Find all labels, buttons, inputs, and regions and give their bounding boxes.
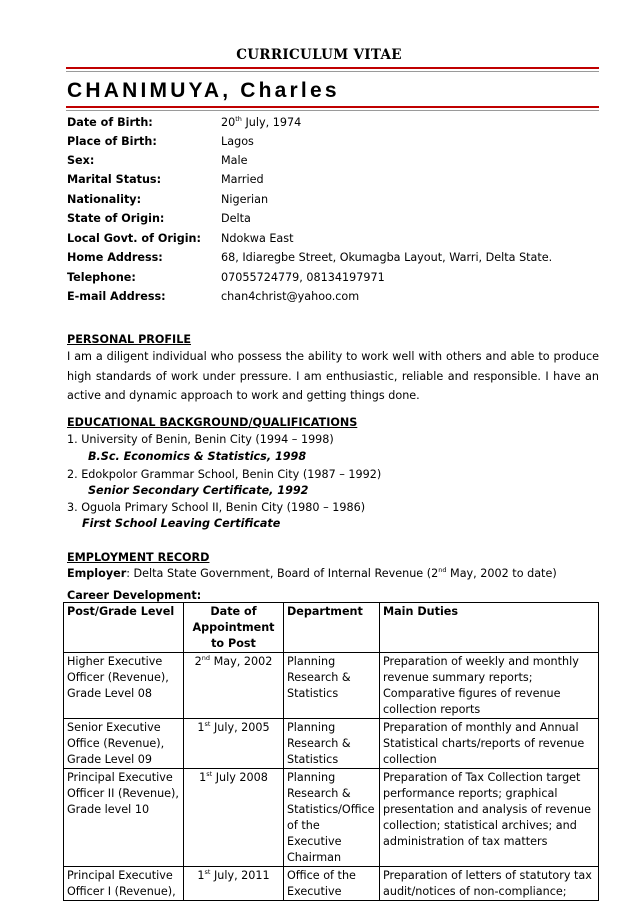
cell-post: Higher Executive Officer (Revenue), Grade Level 08 xyxy=(64,653,184,719)
info-label: Place of Birth: xyxy=(67,135,157,148)
info-label: Telephone: xyxy=(67,271,136,284)
title-rule-red xyxy=(66,67,599,69)
career-table xyxy=(63,602,599,901)
employer-line: Employer: Delta State Government, Board of Internal Revenue (2nd May, 2002 to date) xyxy=(67,566,557,580)
info-row-local-govt xyxy=(67,232,607,250)
cell-department: Planning Research & Statistics xyxy=(284,653,380,719)
info-row-state-of-origin xyxy=(67,212,607,230)
info-value: 20th July, 1974 xyxy=(221,115,302,129)
cell-department: Planning Research & Statistics/Office of the Executive Chairman xyxy=(284,769,380,867)
name-rule-red xyxy=(66,106,599,108)
document-title: CURRICULUM VITAE xyxy=(236,47,402,63)
info-label: Nationality: xyxy=(67,193,142,206)
education-school: 2. Edokpolor Grammar School, Benin City (1987 – 1992) xyxy=(67,468,382,481)
section-heading-employment: EMPLOYMENT RECORD xyxy=(67,551,210,564)
cell-post: Senior Executive Office (Revenue), Grade Level 09 xyxy=(64,719,184,769)
cell-department: Planning Research & Statistics xyxy=(284,719,380,769)
info-row-date-of-birth xyxy=(67,116,607,134)
name-rule-gray xyxy=(66,110,599,111)
info-label: Home Address: xyxy=(67,251,163,264)
cell-date: 1st July 2008 xyxy=(184,769,284,867)
info-label: Local Govt. of Origin: xyxy=(67,232,201,245)
info-label: Date of Birth: xyxy=(67,116,153,129)
table-row xyxy=(64,653,599,719)
info-row-marital-status xyxy=(67,173,607,191)
info-value: Nigerian xyxy=(221,193,269,206)
info-row-email xyxy=(67,290,607,308)
info-value: Male xyxy=(221,154,248,167)
cell-duties: Preparation of Tax Collection target performance reports; graphical presentation and analysis of revenue collection; statistical archives; and administration of tax matters xyxy=(380,769,599,867)
column-header: Date of Appointment to Post xyxy=(184,603,284,653)
cell-department: Office of the Executive xyxy=(284,867,380,901)
column-header: Main Duties xyxy=(380,603,599,653)
column-header: Post/Grade Level xyxy=(64,603,184,653)
candidate-name: CHANIMUYA, Charles xyxy=(67,79,340,102)
table-row xyxy=(64,769,599,867)
info-value: 07055724779, 08134197971 xyxy=(221,271,385,284)
info-row-nationality xyxy=(67,193,607,211)
cell-date: 1st July, 2011 xyxy=(184,867,284,901)
info-label: Sex: xyxy=(67,154,95,167)
column-header: Department xyxy=(284,603,380,653)
cell-date: 2nd May, 2002 xyxy=(184,653,284,719)
education-school: 1. University of Benin, Benin City (1994 – 1998) xyxy=(67,433,334,446)
cell-post: Principal Executive Officer I (Revenue), xyxy=(64,867,184,901)
info-value: Ndokwa East xyxy=(221,232,294,245)
info-value: Delta xyxy=(221,212,251,225)
info-row-telephone xyxy=(67,271,607,289)
education-certificate: B.Sc. Economics & Statistics, 1998 xyxy=(88,450,307,463)
section-heading-profile: PERSONAL PROFILE xyxy=(67,333,191,346)
info-row-home-address xyxy=(67,251,607,269)
info-row-sex xyxy=(67,154,607,172)
info-value: chan4christ@yahoo.com xyxy=(221,290,360,303)
cell-date: 1st July, 2005 xyxy=(184,719,284,769)
career-development-heading: Career Development: xyxy=(67,589,202,602)
cell-duties: Preparation of weekly and monthly revenue summary reports; Comparative figures of revenue collection reports xyxy=(380,653,599,719)
info-label: State of Origin: xyxy=(67,212,165,225)
title-rule-gray xyxy=(66,71,599,72)
info-label: E-mail Address: xyxy=(67,290,166,303)
info-row-place-of-birth xyxy=(67,135,607,153)
education-certificate: First School Leaving Certificate xyxy=(82,517,281,530)
table-row xyxy=(64,867,599,901)
cell-post: Principal Executive Officer II (Revenue), Grade level 10 xyxy=(64,769,184,867)
info-value: Married xyxy=(221,173,264,186)
cell-duties: Preparation of letters of statutory tax audit/notices of non-compliance; xyxy=(380,867,599,901)
table-header-row xyxy=(64,603,599,653)
info-value: 68, Idiaregbe Street, Okumagba Layout, Warri, Delta State. xyxy=(221,251,553,264)
cell-duties: Preparation of monthly and Annual Statistical charts/reports of revenue collection xyxy=(380,719,599,769)
profile-paragraph: I am a diligent individual who possess the ability to work well with others and able to produce high standards of work under pressure. I am enthusiastic, reliable and responsible. I have an active and dynamic approach to work and getting things done. xyxy=(67,350,599,402)
table-row xyxy=(64,719,599,769)
info-value: Lagos xyxy=(221,135,254,148)
education-school: 3. Oguola Primary School II, Benin City (1980 – 1986) xyxy=(67,501,366,514)
info-label: Marital Status: xyxy=(67,173,162,186)
section-heading-education: EDUCATIONAL BACKGROUND/QUALIFICATIONS xyxy=(67,416,358,429)
education-certificate: Senior Secondary Certificate, 1992 xyxy=(88,484,309,497)
